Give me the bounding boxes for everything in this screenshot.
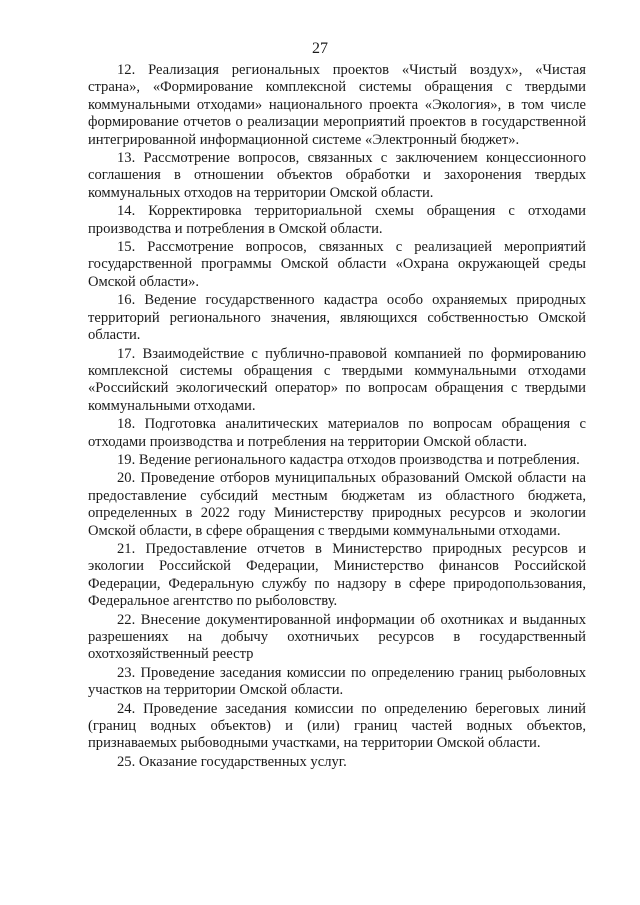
- list-item: 23. Проведение заседания комиссии по определению границ рыболовных участков на территории Омской области.: [88, 664, 586, 699]
- page-number: 27: [312, 40, 328, 57]
- list-item: 18. Подготовка аналитических материалов по вопросам обращения с отходами производства и потребления на территории Омской области.: [88, 416, 586, 450]
- list-item: 17. Взаимодействие с публично-правовой компанией по формированию комплексной системы обращения с твердыми коммунальными отходами «Российский экологический оператор» по вопросам обращения с твердыми коммунальными отходами.: [88, 345, 586, 414]
- list-item: 19. Ведение регионального кадастра отходов производства и потребления.: [117, 451, 580, 468]
- list-item: 13. Рассмотрение вопросов, связанных с заключением концессионного соглашения в отношении объектов обработки и захоронения твердых коммунальных отходов на территории Омской области.: [88, 150, 586, 201]
- list-item: 25. Оказание государственных услуг.: [117, 753, 347, 770]
- list-item: 21. Предоставление отчетов в Министерство природных ресурсов и экологии Российской Федерации, Министерство финансов Российской Федерации, Федеральную службу по надзору в сфере природопользования, Федеральное агентство по рыболовству.: [88, 540, 586, 610]
- list-item: 16. Ведение государственного кадастра особо охраняемых природных территорий регионального значения, являющихся собственностью Омской области.: [88, 292, 586, 344]
- document-body: [88, 62, 586, 772]
- list-item: 22. Внесение документированной информации об охотниках и выданных разрешениях на добычу охотничьих ресурсов в государственный охотхозяйственный реестр: [88, 611, 586, 663]
- list-item: 24. Проведение заседания комиссии по определению береговых линий (границ водных объектов) и (или) границ частей водных объектов, признаваемых рыбоводными участками, на территории Омской области.: [88, 700, 586, 752]
- list-item: 12. Реализация региональных проектов «Чистый воздух», «Чистая страна», «Формирование комплексной системы обращения с твердыми коммунальными отходами» национального проекта «Экология», в том числе формирование отчетов о реализации мероприятий проектов в государственной интегрированной информационной системе «Электронный бюджет».: [88, 62, 586, 148]
- list-item: 20. Проведение отборов муниципальных образований Омской области на предоставление субсидий местным бюджетам из областного бюджета, определенных в 2022 году Министерству природных ресурсов и экологии Омской области, в сфере обращения с твердыми коммунальными отходами.: [88, 470, 586, 539]
- list-item: 15. Рассмотрение вопросов, связанных с реализацией мероприятий государственной программы Омской области «Охрана окружающей среды Омской области».: [88, 239, 586, 290]
- list-item: 14. Корректировка территориальной схемы обращения с отходами производства и потребления в Омской области.: [88, 203, 586, 237]
